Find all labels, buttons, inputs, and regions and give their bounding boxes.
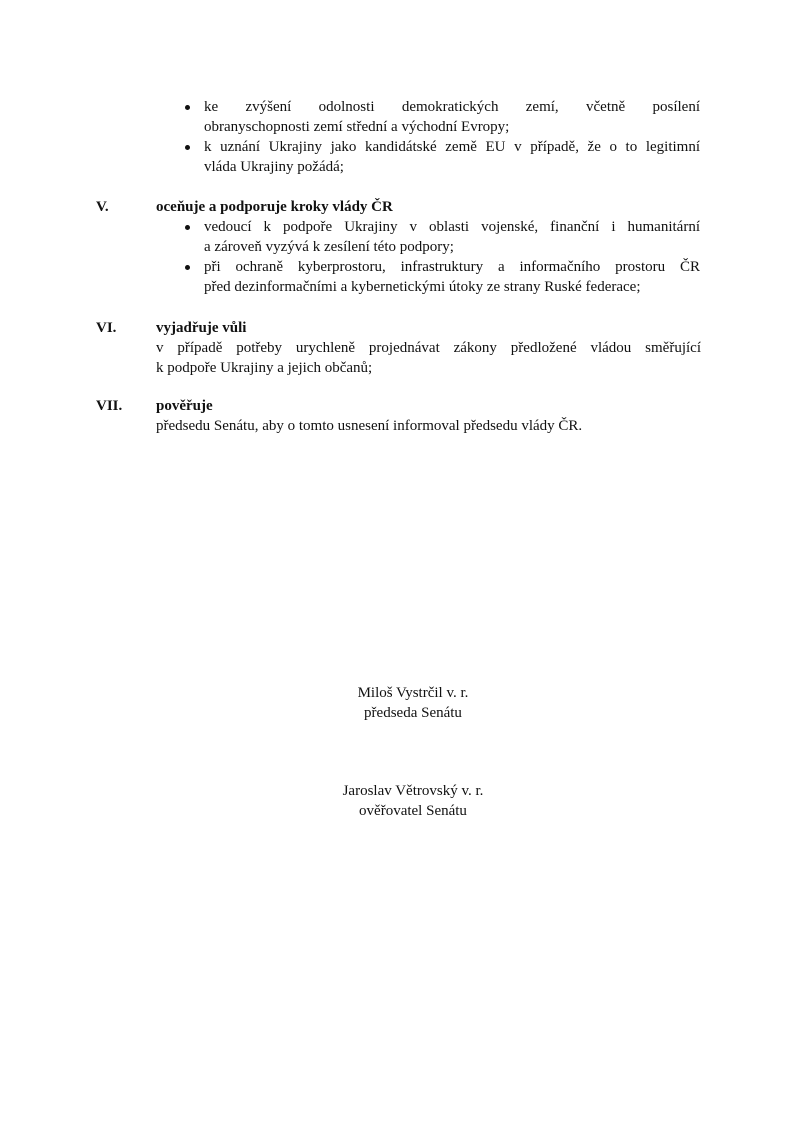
list-item — [180, 97, 700, 137]
section-vii — [96, 396, 706, 438]
list-item — [180, 137, 700, 177]
list-item-line: při ochraně kyberprostoru, infrastruktury a informačního prostoru ČR — [204, 259, 700, 275]
section-heading: oceňuje a podporuje kroky vlády ČR — [156, 199, 393, 215]
list-item-line: před dezinformačními a kybernetickými útoky ze strany Ruské federace; — [204, 279, 641, 295]
list-item-line: a zároveň vyzývá k zesílení této podpory; — [204, 239, 454, 255]
section-vi — [96, 318, 706, 380]
section-numeral: VI. — [96, 320, 117, 336]
signatory-role: předseda Senátu — [364, 705, 462, 721]
section-v — [96, 197, 706, 297]
section-paragraph — [156, 416, 701, 436]
section-bullet-list — [180, 217, 700, 297]
signatory-name: Jaroslav Větrovský v. r. — [342, 783, 484, 799]
list-item-line: obranyschopnosti zemí střední a východní Evropy; — [204, 119, 510, 135]
list-item — [180, 217, 700, 257]
signatory-role: ověřovatel Senátu — [359, 803, 467, 819]
signature-block — [303, 781, 523, 821]
section-numeral: V. — [96, 199, 109, 215]
list-item-line: vedoucí k podpoře Ukrajiny v oblasti vojenské, finanční i humanitární — [204, 219, 700, 235]
paragraph-line: předsedu Senátu, aby o tomto usnesení informoval předsedu vlády ČR. — [156, 418, 583, 434]
list-item — [180, 257, 700, 297]
list-item-line: k uznání Ukrajiny jako kandidátské země EU v případě, že o to legitimní — [204, 139, 700, 155]
paragraph-line: k podpoře Ukrajiny a jejich občanů; — [156, 360, 373, 376]
signatory-name: Miloš Vystrčil v. r. — [357, 685, 469, 701]
signature-block — [303, 683, 523, 723]
section-heading: pověřuje — [156, 398, 213, 414]
section-paragraph — [156, 338, 701, 378]
section-numeral: VII. — [96, 398, 123, 414]
section-heading: vyjadřuje vůli — [156, 320, 247, 336]
paragraph-line: v případě potřeby urychleně projednávat zákony předložené vládou směřující — [156, 340, 701, 356]
list-item-line: vláda Ukrajiny požádá; — [204, 159, 344, 175]
list-item-line: ke zvýšení odolnosti demokratických zemí, včetně posílení — [204, 99, 700, 115]
continued-bullet-list — [180, 97, 700, 177]
